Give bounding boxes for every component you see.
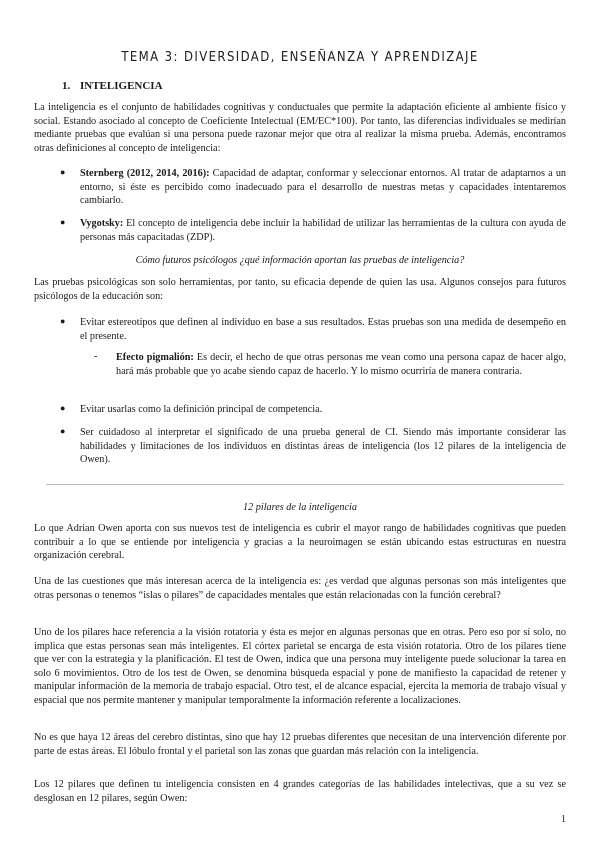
advice-text: Ser cuidadoso al interpretar el significado de una prueba general de CI. Siendo más importante considerar las habilidades y limitaciones de los individuos en distintas áreas de inteligencia (los 12 pilares de la inteligencia de Owen).: [80, 427, 566, 466]
definition-item: [62, 217, 566, 244]
section-heading: [62, 80, 163, 92]
section-label: INTELIGENCIA: [80, 80, 163, 92]
definition-item: [62, 167, 566, 208]
bullet-icon: ●: [60, 217, 66, 227]
section-number: 1.: [62, 80, 71, 92]
advice-text: Evitar estereotipos que definen al individuo en base a sus resultados. Estas pruebas son una medida de desempeño en el presente.: [80, 317, 566, 342]
body-paragraph: No es que haya 12 áreas del cerebro distintas, sino que hay 12 pruebas diferentes que necesitan de una intervención diferente por parte de estas áreas. El lóbulo frontal y el parietal son las zonas que guardan más relación con la inteligencia.: [34, 732, 566, 757]
body-paragraph: Lo que Adrian Owen aporta con sus nuevos test de inteligencia es cubrir el mayor rango de habilidades cognitivas que pueden contribuir a lo que se entiende por inteligencia y gracias a la neuroimagen se están ubicando estas estructuras en nuestra organización cerebral.: [34, 523, 566, 562]
section-divider: [46, 484, 564, 485]
tests-intro-paragraph: Las pruebas psicológicas son solo herramientas, por tanto, su eficacia depende de quien las usa. Algunos consejos para futuros psicólogos de la educación son:: [34, 277, 566, 302]
advice-item: [62, 426, 566, 467]
page-number: 1: [561, 814, 566, 825]
body-paragraph: Los 12 pilares que definen tu inteligencia consisten en 4 grandes categorías de las habilidades intelectivas, que a su vez se desglosan en 12 pilares, según Owen:: [34, 779, 566, 804]
advice-text: Evitar usarlas como la definición principal de competencia.: [80, 404, 323, 415]
bullet-icon: ●: [60, 167, 66, 177]
question-heading: Cómo futuros psicólogos ¿qué información aportan las pruebas de inteligencia?: [135, 255, 465, 266]
bullet-icon: ●: [60, 426, 66, 436]
body-paragraph: Uno de los pilares hace referencia a la visión rotatoria y ésta es mejor en algunas personas que en otras. Pero eso por sí solo, no implica que estas personas sean más inteligentes. El córtex parietal se encarga de esta visión rotatoria. Otro de los pilares tiene que ver con la estrategia y la planificación. El test de Owen, indica que una persona muy inteligente puede solucionar la tarea en solo 6 movimientos. Otro de los test de Owen, se denomina búsqueda espacial y pone de manifiesto la capacidad de retener y manipular información de la memoria de trabajo espacial. Otro test, el de alcance espacial, ejercita la memoria de trabajo visual y espacial que nos permite mantener y manipular temporalmente la información referente a localizaciones.: [34, 627, 566, 706]
definition-term: Vygotsky:: [80, 218, 124, 229]
pygmalion-item: [94, 351, 566, 378]
bullet-icon: ●: [60, 403, 66, 413]
definition-text: Capacidad de adaptar, conformar y seleccionar entornos. Al tratar de adaptarnos a un entorno, si éste es percibido como inadecuado para el desarrollo de nuestras metas y capacidades intentaremos cambiarlo.: [80, 168, 567, 207]
pygmalion-term: Efecto pigmalión:: [116, 352, 194, 363]
pillars-heading: 12 pilares de la inteligencia: [243, 502, 357, 513]
document-title: TEMA 3: DIVERSIDAD, ENSEÑANZA Y APRENDIZAJE: [121, 50, 479, 65]
pygmalion-text: Es decir, el hecho de que otras personas me vean como una persona capaz de hacer algo, hará más probable que yo acabe siendo capaz de hacerlo. Y lo mismo ocurriría de manera contraria.: [116, 352, 566, 377]
bullet-icon: ●: [60, 316, 66, 326]
definition-term: Sternberg (2012, 2014, 2016):: [80, 168, 210, 179]
advice-item: [62, 403, 566, 417]
advice-item: [62, 316, 566, 343]
body-paragraph: Una de las cuestiones que más interesan acerca de la inteligencia es: ¿es verdad que algunas personas son más inteligentes que otras personas o tenemos “islas o pilares” de capacidades mentales que están relacionadas con la función cerebral?: [34, 576, 566, 601]
definition-text: El concepto de inteligencia debe incluir la habilidad de utilizar las herramientas de la cultura con ayuda de personas más capacitadas (ZDP).: [80, 218, 566, 243]
dash-marker: -: [94, 351, 98, 362]
intro-paragraph: La inteligencia es el conjunto de habilidades cognitivas y conductuales que permite la adaptación eficiente al ambiente físico y social. Estando asociado al concepto de Coeficiente Intelectual (EM/EC*100). Por tanto, las diferencias individuales se medirían mediante pruebas que evalúan si una persona puede razonar mejor que otra al realizar la misma prueba. Además, encontramos otras definiciones al concepto de inteligencia:: [34, 102, 566, 154]
